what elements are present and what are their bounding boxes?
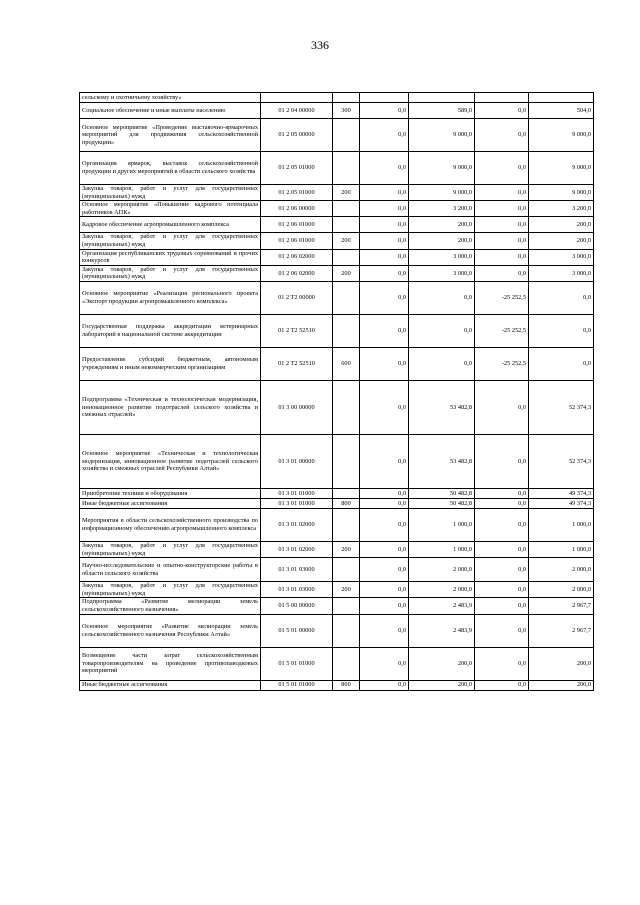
row-value-3: 0,0	[475, 598, 529, 614]
row-expense-type	[333, 508, 360, 541]
row-name: Основное мероприятие «Развитие мелиорации земель сельскохозяйственного назначения Республики Алтай»	[80, 614, 261, 647]
row-code: 01 2 06 01000	[261, 233, 333, 249]
table-row	[80, 582, 594, 598]
row-value-3: 0,0	[475, 647, 529, 680]
row-value-1: 0,0	[360, 314, 409, 347]
row-value-4: 2 000,0	[529, 558, 594, 582]
row-value-1: 0,0	[360, 434, 409, 488]
row-code	[261, 93, 333, 103]
table-row	[80, 93, 594, 103]
row-expense-type: 200	[333, 265, 360, 281]
row-name: Иные бюджетные ассигнования	[80, 498, 261, 508]
row-value-1	[360, 93, 409, 103]
table-row	[80, 541, 594, 557]
row-value-1: 0,0	[360, 185, 409, 201]
table-row	[80, 614, 594, 647]
row-value-3	[475, 93, 529, 103]
row-value-1: 0,0	[360, 233, 409, 249]
row-value-2: 0,0	[409, 347, 475, 380]
row-name: Возмещение части затрат сельскохозяйственным товаропроизводителям на проведение противопаводковых мероприятий	[80, 647, 261, 680]
row-value-4: 200,0	[529, 233, 594, 249]
row-value-2: 2 483,9	[409, 598, 475, 614]
row-value-2: 2 483,9	[409, 614, 475, 647]
row-expense-type	[333, 614, 360, 647]
row-value-3: 0,0	[475, 498, 529, 508]
row-code: 01 3 01 02000	[261, 541, 333, 557]
row-value-2: 50 482,8	[409, 498, 475, 508]
row-name: Основное мероприятие «Повышение кадрового потенциала работников АПК»	[80, 201, 261, 217]
table-row	[80, 103, 594, 119]
table-row	[80, 498, 594, 508]
row-value-4: 2 967,7	[529, 598, 594, 614]
row-value-4: 3 000,0	[529, 249, 594, 265]
row-name: Иные бюджетные ассигнования	[80, 680, 261, 690]
row-value-3: 0,0	[475, 434, 529, 488]
row-value-4: 1 000,0	[529, 541, 594, 557]
row-value-1: 0,0	[360, 265, 409, 281]
table-row	[80, 680, 594, 690]
row-value-3: 0,0	[475, 541, 529, 557]
row-code: 01 3 01 01000	[261, 498, 333, 508]
row-value-4: 52 374,3	[529, 434, 594, 488]
row-code: 01 2 05 01000	[261, 185, 333, 201]
row-value-3: -25 252,5	[475, 314, 529, 347]
row-code: 01 2 T2 00000	[261, 281, 333, 314]
table-row	[80, 488, 594, 498]
row-value-3: 0,0	[475, 380, 529, 434]
table-row	[80, 152, 594, 185]
row-value-4: 2 967,7	[529, 614, 594, 647]
row-value-2: 200,0	[409, 680, 475, 690]
row-value-1: 0,0	[360, 488, 409, 498]
row-value-3: 0,0	[475, 185, 529, 201]
row-value-4: 200,0	[529, 680, 594, 690]
row-code: 01 2 T2 52510	[261, 347, 333, 380]
row-value-1: 0,0	[360, 582, 409, 598]
row-expense-type	[333, 598, 360, 614]
row-value-4: 200,0	[529, 217, 594, 233]
row-value-1: 0,0	[360, 541, 409, 557]
row-expense-type	[333, 201, 360, 217]
row-code: 01 5 01 01000	[261, 647, 333, 680]
row-value-4: 52 374,3	[529, 380, 594, 434]
table-row	[80, 217, 594, 233]
row-value-2: 3 000,0	[409, 249, 475, 265]
row-name: Предоставление субсидий бюджетным, автономным учреждениям и иным некоммерческим организациям	[80, 347, 261, 380]
page-number: 336	[311, 38, 329, 52]
row-code: 01 3 01 03000	[261, 558, 333, 582]
row-value-1: 0,0	[360, 103, 409, 119]
row-value-1: 0,0	[360, 614, 409, 647]
row-value-2: 1 000,0	[409, 508, 475, 541]
row-value-1: 0,0	[360, 598, 409, 614]
row-value-4: 0,0	[529, 281, 594, 314]
row-value-4: 1 000,0	[529, 508, 594, 541]
row-value-4: 0,0	[529, 347, 594, 380]
row-value-1: 0,0	[360, 508, 409, 541]
row-expense-type: 200	[333, 233, 360, 249]
row-value-3: 0,0	[475, 201, 529, 217]
row-value-1: 0,0	[360, 217, 409, 233]
row-value-2: 9 000,0	[409, 152, 475, 185]
row-code: 01 2 06 02000	[261, 265, 333, 281]
table-row	[80, 249, 594, 265]
row-value-4	[529, 93, 594, 103]
row-value-1: 0,0	[360, 249, 409, 265]
row-value-1: 0,0	[360, 647, 409, 680]
table-row	[80, 281, 594, 314]
row-value-1: 0,0	[360, 498, 409, 508]
row-value-2: 1 000,0	[409, 541, 475, 557]
row-name: Подпрограмма «Техническая и технологическая модернизация, инновационное развитие подотраслей сельского хозяйства и смежных отраслей»	[80, 380, 261, 434]
row-name: Основное мероприятие «Реализация регионального проекта «Экспорт продукции агропромышленного комплекса»	[80, 281, 261, 314]
row-value-2: 589,0	[409, 103, 475, 119]
row-value-3: 0,0	[475, 558, 529, 582]
row-expense-type: 600	[333, 347, 360, 380]
row-expense-type: 800	[333, 680, 360, 690]
row-value-2: 9 000,0	[409, 185, 475, 201]
row-value-3: 0,0	[475, 582, 529, 598]
row-value-3: -25 252,5	[475, 347, 529, 380]
row-value-2: 3 200,0	[409, 201, 475, 217]
row-value-2: 53 482,8	[409, 380, 475, 434]
row-code: 01 3 01 00000	[261, 434, 333, 488]
row-name: сельскому и охотничьему хозяйству»	[80, 93, 261, 103]
row-value-2: 9 000,0	[409, 119, 475, 152]
row-value-2: 50 482,8	[409, 488, 475, 498]
row-value-1: 0,0	[360, 152, 409, 185]
table-row	[80, 185, 594, 201]
row-value-4: 200,0	[529, 647, 594, 680]
row-name: Научно-исследовательские и опытно-конструкторские работы в области сельского хозяйства	[80, 558, 261, 582]
row-expense-type: 800	[333, 498, 360, 508]
row-value-4: 9 000,0	[529, 119, 594, 152]
row-name: Закупка товаров, работ и услуг для государственных (муниципальных) нужд	[80, 185, 261, 201]
row-name: Государственная поддержка аккредитации ветеринарных лабораторий в национальной системе аккредитации	[80, 314, 261, 347]
row-value-1: 0,0	[360, 201, 409, 217]
row-name: Социальное обеспечение и иные выплаты населению	[80, 103, 261, 119]
row-expense-type: 300	[333, 103, 360, 119]
row-value-3: -25 252,5	[475, 281, 529, 314]
row-code: 01 5 00 00000	[261, 598, 333, 614]
row-name: Мероприятия в области сельскохозяйственного производства по информационному обеспечению агропромышленного комплекса	[80, 508, 261, 541]
row-code: 01 2 06 00000	[261, 201, 333, 217]
table-row	[80, 201, 594, 217]
table-row	[80, 265, 594, 281]
row-expense-type	[333, 93, 360, 103]
row-expense-type: 200	[333, 185, 360, 201]
table-row	[80, 380, 594, 434]
row-code: 01 2 T2 52510	[261, 314, 333, 347]
row-value-3: 0,0	[475, 488, 529, 498]
row-value-2: 200,0	[409, 217, 475, 233]
row-value-4: 49 374,3	[529, 488, 594, 498]
row-value-2: 53 482,8	[409, 434, 475, 488]
table-row	[80, 347, 594, 380]
row-name: Организация ярмарок, выставок сельскохозяйственной продукции и других мероприятий в области сельского хозяйства	[80, 152, 261, 185]
row-expense-type	[333, 217, 360, 233]
row-value-1: 0,0	[360, 281, 409, 314]
row-value-3: 0,0	[475, 217, 529, 233]
row-expense-type	[333, 281, 360, 314]
row-value-3: 0,0	[475, 614, 529, 647]
table-row	[80, 314, 594, 347]
row-value-2: 3 000,0	[409, 265, 475, 281]
row-code: 01 2 05 00000	[261, 119, 333, 152]
row-expense-type	[333, 314, 360, 347]
row-name: Закупка товаров, работ и услуг для государственных (муниципальных) нужд	[80, 541, 261, 557]
row-value-2: 200,0	[409, 233, 475, 249]
row-value-3: 0,0	[475, 265, 529, 281]
table-row	[80, 233, 594, 249]
row-name: Подпрограмма «Развитие мелиорации земель сельскохозяйственного назначения»	[80, 598, 261, 614]
row-code: 01 3 01 02000	[261, 508, 333, 541]
row-expense-type	[333, 488, 360, 498]
row-value-4: 9 000,0	[529, 152, 594, 185]
row-name: Основное мероприятие «Проведение выставочно-ярмарочных мероприятий для продвижения сельскохозяйственной продукции»	[80, 119, 261, 152]
row-name: Кадровое обеспечение агропромышленного комплекса	[80, 217, 261, 233]
row-value-3: 0,0	[475, 103, 529, 119]
row-value-3: 0,0	[475, 152, 529, 185]
row-name: Закупка товаров, работ и услуг для государственных (муниципальных) нужд	[80, 582, 261, 598]
row-expense-type	[333, 119, 360, 152]
row-name: Основное мероприятие «Техническая и технологическая модернизация, инновационное развитие подотраслей сельского хозяйства и смежных отраслей Республики Алтай»	[80, 434, 261, 488]
row-value-4: 9 000,0	[529, 185, 594, 201]
row-value-3: 0,0	[475, 249, 529, 265]
row-value-1: 0,0	[360, 119, 409, 152]
row-value-2	[409, 93, 475, 103]
row-code: 01 3 00 00000	[261, 380, 333, 434]
row-code: 01 2 04 00000	[261, 103, 333, 119]
budget-table	[79, 92, 594, 691]
row-name: Приобретение техники и оборудования	[80, 488, 261, 498]
row-value-1: 0,0	[360, 380, 409, 434]
row-value-4: 0,0	[529, 314, 594, 347]
row-value-3: 0,0	[475, 508, 529, 541]
row-value-2: 0,0	[409, 281, 475, 314]
row-expense-type	[333, 647, 360, 680]
row-value-4: 3 200,0	[529, 201, 594, 217]
row-value-3: 0,0	[475, 119, 529, 152]
row-expense-type	[333, 152, 360, 185]
table-row	[80, 508, 594, 541]
row-value-2: 0,0	[409, 314, 475, 347]
row-expense-type	[333, 249, 360, 265]
row-code: 01 5 01 00000	[261, 614, 333, 647]
table-body	[80, 93, 594, 691]
table-row	[80, 119, 594, 152]
row-value-1: 0,0	[360, 347, 409, 380]
row-value-4: 49 374,3	[529, 498, 594, 508]
row-value-4: 504,0	[529, 103, 594, 119]
row-code: 01 2 06 01000	[261, 217, 333, 233]
table-row	[80, 434, 594, 488]
row-expense-type	[333, 558, 360, 582]
row-code: 01 2 06 02000	[261, 249, 333, 265]
row-value-1: 0,0	[360, 558, 409, 582]
row-value-2: 2 000,0	[409, 558, 475, 582]
table-row	[80, 558, 594, 582]
table-row	[80, 647, 594, 680]
row-name: Закупка товаров, работ и услуг для государственных (муниципальных) нужд	[80, 265, 261, 281]
row-name: Организация республиканских трудовых соревнований и прочих конкурсов	[80, 249, 261, 265]
row-code: 01 3 01 03000	[261, 582, 333, 598]
row-code: 01 2 05 01000	[261, 152, 333, 185]
row-value-3: 0,0	[475, 680, 529, 690]
table-row	[80, 598, 594, 614]
row-expense-type: 200	[333, 582, 360, 598]
row-expense-type: 200	[333, 541, 360, 557]
row-code: 01 5 01 01000	[261, 680, 333, 690]
row-value-2: 200,0	[409, 647, 475, 680]
row-value-2: 2 000,0	[409, 582, 475, 598]
row-value-4: 3 000,0	[529, 265, 594, 281]
row-value-3: 0,0	[475, 233, 529, 249]
row-code: 01 3 01 01000	[261, 488, 333, 498]
row-expense-type	[333, 434, 360, 488]
row-name: Закупка товаров, работ и услуг для государственных (муниципальных) нужд	[80, 233, 261, 249]
row-expense-type	[333, 380, 360, 434]
row-value-4: 2 000,0	[529, 582, 594, 598]
row-value-1: 0,0	[360, 680, 409, 690]
